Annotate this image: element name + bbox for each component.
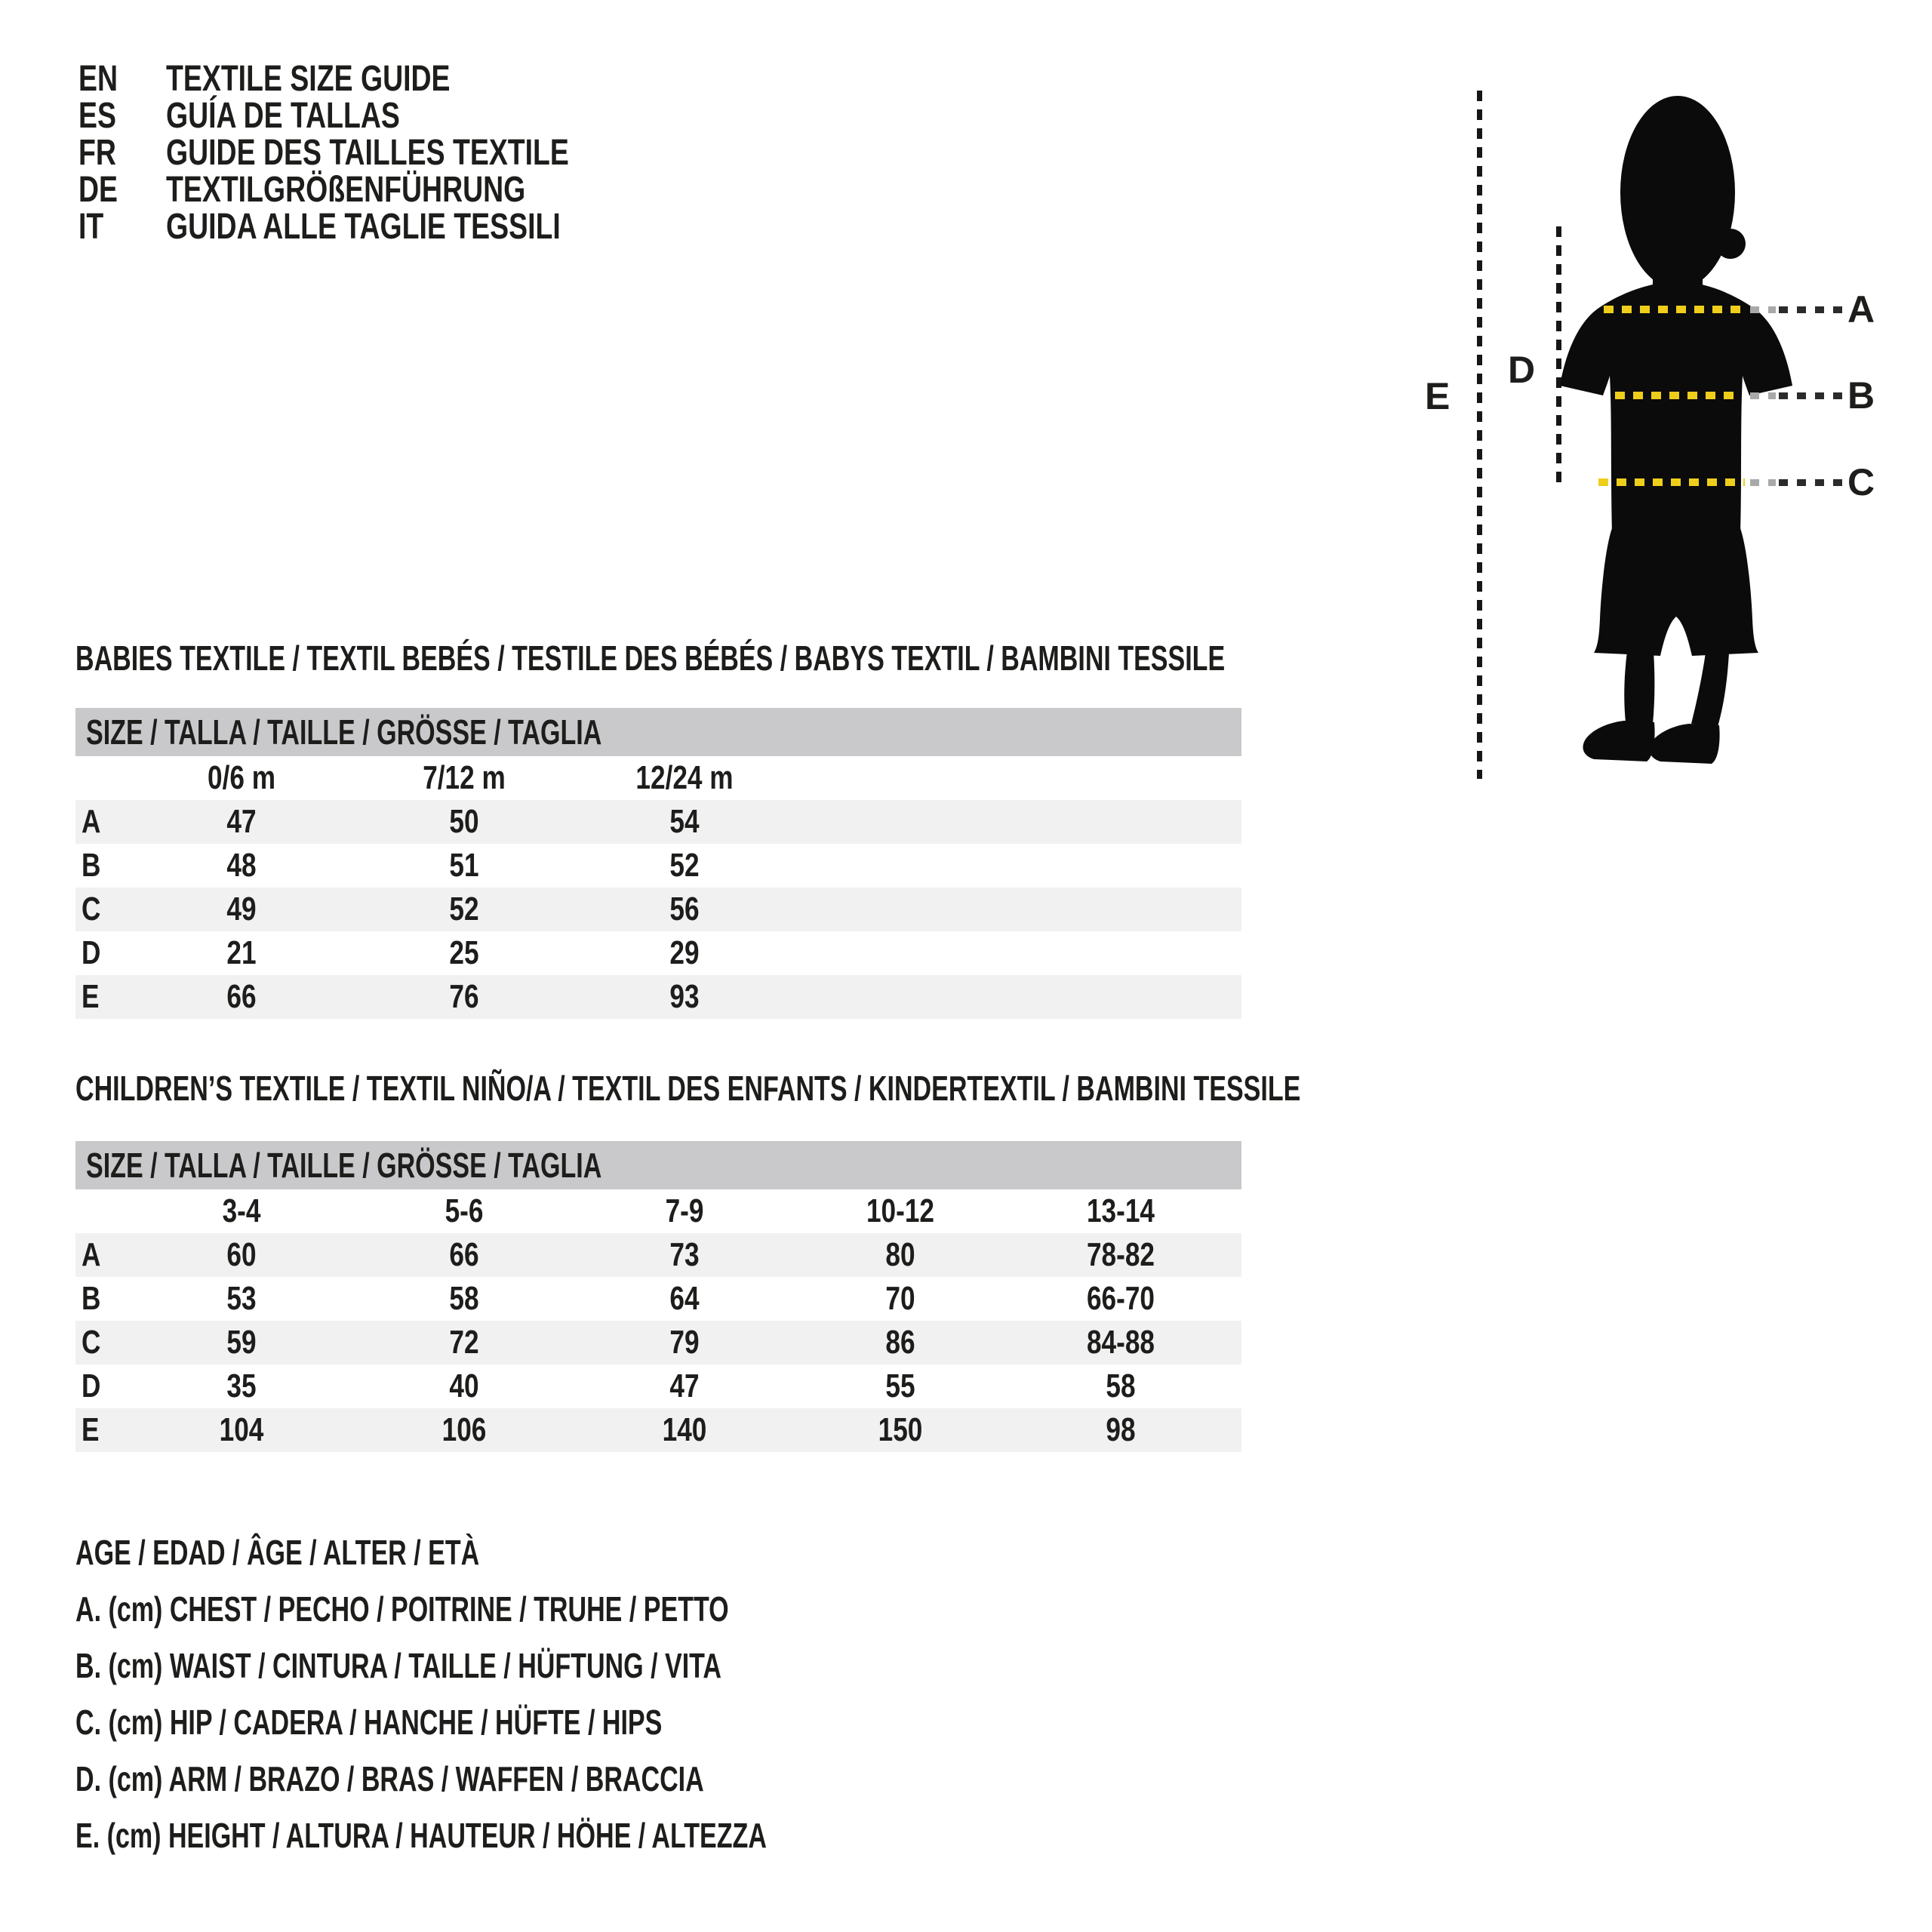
- table-cell: 140: [662, 1411, 707, 1448]
- legend-text: C. (cm) HIP / CADERA / HANCHE / HÜFTE / HIPS: [75, 1703, 663, 1742]
- table-row: [75, 975, 1241, 1019]
- figure-label-arm: D: [1508, 349, 1536, 391]
- babies-section-heading-text: BABIES TEXTILE / TEXTIL BEBÉS / TESTILE DES BÉBÉS / BABYS TEXTIL / BAMBINI TESSILE: [75, 638, 1226, 678]
- hip-measure-dashes: [1598, 478, 1745, 486]
- waist-measure-dashes: [1615, 392, 1737, 399]
- figure-label-hip: C: [1847, 461, 1875, 503]
- table-cell: 49: [226, 891, 257, 928]
- table-cell: 150: [878, 1411, 923, 1448]
- table-cell: 47: [669, 1367, 700, 1404]
- table-row: [75, 1277, 1241, 1321]
- language-title: GUIDA ALLE TAGLIE TESSILI: [166, 207, 561, 247]
- table-cell: 21: [226, 934, 257, 971]
- children-size-table: [75, 1141, 1241, 1452]
- language-title: GUIDE DES TAILLES TEXTILE: [166, 133, 569, 173]
- language-title: TEXTILGRÖßENFÜHRUNG: [166, 170, 526, 210]
- table-cell: 93: [669, 978, 700, 1015]
- legend-text: AGE / EDAD / ÂGE / ALTER / ETÀ: [75, 1533, 480, 1572]
- row-label: D: [82, 934, 101, 971]
- children-column-header-row: [75, 1189, 1241, 1233]
- babies-column-header-row: [75, 756, 1241, 800]
- legend-text: D. (cm) ARM / BRAZO / BRAS / WAFFEN / BRACCIA: [75, 1759, 704, 1798]
- legend-text: E. (cm) HEIGHT / ALTURA / HAUTEUR / HÖHE / ALTEZZA: [75, 1816, 767, 1855]
- column-header: 7-9: [665, 1192, 704, 1229]
- language-code: DE: [78, 170, 118, 210]
- table-cell: 72: [449, 1324, 479, 1361]
- column-header: 0/6 m: [207, 759, 275, 796]
- row-label: E: [82, 978, 100, 1015]
- table-cell: 50: [449, 803, 479, 840]
- row-label: A: [82, 803, 101, 840]
- table-cell: 86: [885, 1324, 915, 1361]
- chest-leader-dashes: [1779, 306, 1842, 313]
- table-row: [75, 1364, 1241, 1408]
- table-cell: 58: [1106, 1367, 1136, 1404]
- table-cell: 55: [885, 1367, 915, 1404]
- table-cell: 66-70: [1086, 1280, 1155, 1317]
- children-size-header-bar: [75, 1141, 1241, 1189]
- figure-label-chest: A: [1847, 288, 1875, 331]
- size-header-text: SIZE / TALLA / TAILLE / GRÖSSE / TAGLIA: [86, 1146, 602, 1185]
- hip-fade-dashes: [1750, 479, 1776, 486]
- hip-leader-dashes: [1779, 479, 1842, 486]
- children-section-heading-text: CHILDREN’S TEXTILE / TEXTIL NIÑO/A / TEXTIL DES ENFANTS / KINDERTEXTIL / BAMBINI TESSILE: [75, 1069, 1301, 1108]
- table-row: [75, 1408, 1241, 1452]
- figure-label-height: E: [1425, 375, 1451, 417]
- babies-size-header-bar: [75, 708, 1241, 756]
- table-cell: 70: [885, 1280, 915, 1317]
- table-cell: 106: [441, 1411, 487, 1448]
- legend-line-height: [75, 1812, 1010, 1869]
- row-label: C: [82, 1324, 101, 1361]
- table-row: [75, 1321, 1241, 1364]
- table-cell: 66: [449, 1236, 479, 1273]
- size-header-text: SIZE / TALLA / TAILLE / GRÖSSE / TAGLIA: [86, 712, 602, 752]
- table-cell: 73: [669, 1236, 700, 1273]
- table-cell: 64: [669, 1280, 700, 1317]
- table-cell: 52: [669, 847, 700, 884]
- table-cell: 80: [885, 1236, 915, 1273]
- table-cell: 66: [226, 978, 257, 1015]
- row-label: D: [82, 1367, 101, 1404]
- legend-line-hip: [75, 1699, 1010, 1755]
- table-cell: 53: [226, 1280, 257, 1317]
- column-header: 5-6: [445, 1192, 484, 1229]
- table-cell: 76: [449, 978, 479, 1015]
- table-cell: 60: [226, 1236, 257, 1273]
- children-section-heading: [75, 1069, 1731, 1108]
- table-cell: 48: [226, 847, 257, 884]
- table-cell: 59: [226, 1324, 257, 1361]
- column-header: 3-4: [222, 1192, 261, 1229]
- legend-line-chest: [75, 1586, 1010, 1642]
- language-title: TEXTILE SIZE GUIDE: [166, 59, 451, 99]
- table-row: [75, 888, 1241, 931]
- legend-line-age: [75, 1529, 1010, 1586]
- table-cell: 29: [669, 934, 700, 971]
- row-label: B: [82, 1280, 101, 1317]
- column-header: 13-14: [1086, 1192, 1155, 1229]
- measurement-legend: [75, 1529, 1010, 1869]
- legend-line-waist: [75, 1642, 1010, 1699]
- column-header: 7/12 m: [423, 759, 506, 796]
- legend-text: B. (cm) WAIST / CINTURA / TAILLE / HÜFTUNG / VITA: [75, 1646, 722, 1685]
- language-code: EN: [78, 59, 118, 99]
- babies-section-heading: [75, 638, 1629, 678]
- table-cell: 104: [219, 1411, 264, 1448]
- table-cell: 56: [669, 891, 700, 928]
- table-cell: 58: [449, 1280, 479, 1317]
- waist-fade-dashes: [1750, 392, 1776, 399]
- table-cell: 47: [226, 803, 257, 840]
- row-label: C: [82, 891, 101, 928]
- table-cell: 40: [449, 1367, 479, 1404]
- table-cell: 54: [669, 803, 700, 840]
- table-row: [75, 800, 1241, 844]
- table-cell: 25: [449, 934, 479, 971]
- language-code: ES: [78, 96, 116, 136]
- column-header: 10-12: [866, 1192, 935, 1229]
- chest-fade-dashes: [1750, 306, 1776, 313]
- table-row: [75, 1233, 1241, 1277]
- column-header: 12/24 m: [635, 759, 734, 796]
- row-label: E: [82, 1411, 100, 1448]
- table-cell: 84-88: [1086, 1324, 1155, 1361]
- table-cell: 51: [449, 847, 479, 884]
- chest-measure-dashes: [1604, 306, 1744, 313]
- table-cell: 79: [669, 1324, 700, 1361]
- language-code: IT: [78, 207, 104, 247]
- figure-label-waist: B: [1847, 374, 1875, 417]
- legend-line-arm: [75, 1755, 1010, 1812]
- table-cell: 52: [449, 891, 479, 928]
- babies-size-table: [75, 708, 1241, 1019]
- table-row: [75, 931, 1241, 975]
- table-cell: 98: [1106, 1411, 1136, 1448]
- table-row: [75, 844, 1241, 888]
- language-title: GUÍA DE TALLAS: [166, 96, 400, 136]
- row-label: A: [82, 1236, 101, 1273]
- legend-text: A. (cm) CHEST / PECHO / POITRINE / TRUHE / PETTO: [75, 1589, 729, 1629]
- row-label: B: [82, 847, 101, 884]
- waist-leader-dashes: [1779, 392, 1842, 399]
- table-cell: 35: [226, 1367, 257, 1404]
- table-cell: 78-82: [1086, 1236, 1155, 1273]
- language-code: FR: [78, 133, 116, 173]
